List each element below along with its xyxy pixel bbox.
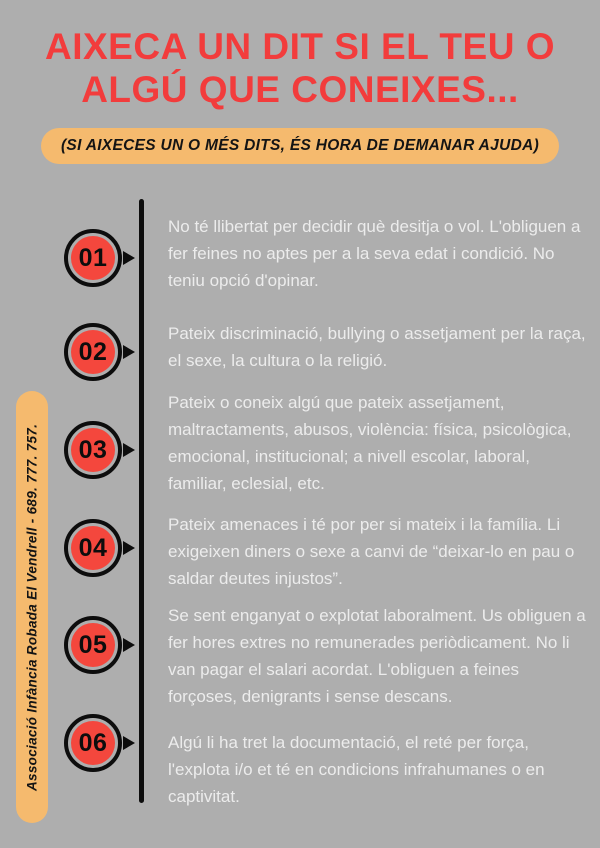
- item-5-text: Se sent enganyat o explotat laboralment. Us obliguen a fer hores extres no remunerades periòdicament. No li van pagar el salari acordat. L'obliguen a feines forçoses, denigrants i sense descans.: [168, 606, 586, 706]
- item-1-number-disc: [71, 236, 115, 280]
- item-6-number-disc: [71, 721, 115, 765]
- item-4-text: Pateix amenaces i té por per si mateix i la família. Li exigeixen diners o sexe a canvi de “deixar-lo en pau o saldar deutes injustos”.: [168, 515, 575, 588]
- item-6-number-badge: [64, 714, 122, 772]
- item-4-number: 04: [78, 533, 108, 562]
- item-5-arrow-icon: [123, 638, 135, 652]
- header: [0, 26, 600, 164]
- item-5-number-badge: [64, 616, 122, 674]
- item-5-number: 05: [78, 630, 108, 659]
- item-4-number-badge: [64, 519, 122, 577]
- page-title-line-1: AIXECA UN DIT SI EL TEU O: [45, 26, 555, 67]
- item-3-text: Pateix o coneix algú que pateix assetjament, maltractaments, abusos, violència: física, psicològica, emocional, institucional; a nivell escolar, laboral, familiar, eclesial, etc.: [168, 393, 572, 493]
- item-3-arrow-icon: [123, 443, 135, 457]
- item-2-arrow-icon: [123, 345, 135, 359]
- item-2-number-disc: [71, 330, 115, 374]
- item-6-text: Algú li ha tret la documentació, el reté per força, l'explota i/o et té en condicions infrahumanes o en captivitat.: [168, 733, 545, 806]
- item-3-number-disc: [71, 428, 115, 472]
- item-2-text: Pateix discriminació, bullying o assetjament per la raça, el sexe, la cultura o la religió.: [168, 324, 586, 370]
- timeline-line: [139, 199, 144, 803]
- item-6-arrow-icon: [123, 736, 135, 750]
- item-1-number: 01: [78, 243, 108, 272]
- item-4-number-disc: [71, 526, 115, 570]
- item-4-arrow-icon: [123, 541, 135, 555]
- page-title: [0, 26, 600, 112]
- item-1-text: No té llibertat per decidir què desitja o vol. L'obliguen a fer feines no aptes per a la seva edat i condició. No teniu opció d'opinar.: [168, 217, 581, 290]
- item-1-arrow-icon: [123, 251, 135, 265]
- item-3-number: 03: [78, 435, 108, 464]
- item-2-number-badge: [64, 323, 122, 381]
- item-3-number-badge: [64, 421, 122, 479]
- page-title-line-2: ALGÚ QUE CONEIXES...: [81, 68, 519, 110]
- item-6-number: 06: [78, 728, 108, 757]
- item-2-number: 02: [78, 337, 108, 366]
- item-5-number-disc: [71, 623, 115, 667]
- association-contact-ribbon: Associació Infància Robada El Vendrell - 689. 777. 757.: [16, 391, 48, 823]
- subtitle-highlight: (SI AIXECES UN O MÉS DITS, ÉS HORA DE DEMANAR AJUDA): [41, 128, 559, 164]
- item-1-number-badge: [64, 229, 122, 287]
